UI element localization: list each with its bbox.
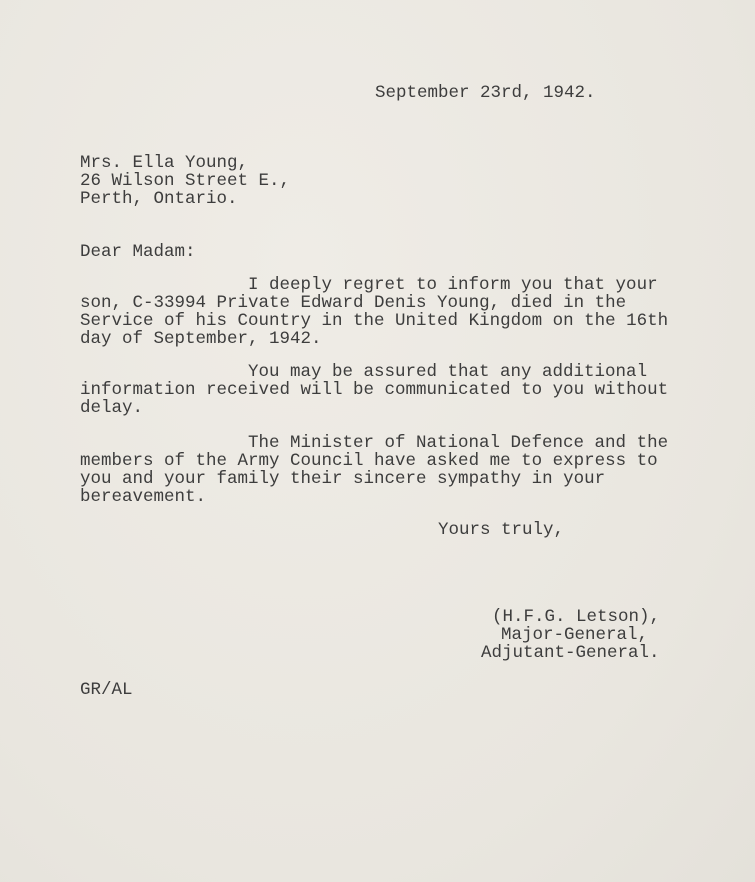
- paragraph-3-line: members of the Army Council have asked me to express to: [80, 451, 658, 471]
- letter-date: September 23rd, 1942.: [375, 83, 596, 103]
- closing: Yours truly,: [438, 520, 565, 540]
- paragraph-3-line: bereavement.: [80, 487, 207, 507]
- paragraph-3-line: you and your family their sincere sympathy in your: [80, 469, 606, 489]
- paragraph-1-line: Service of his Country in the United Kingdom on the 16th: [80, 311, 669, 331]
- signatory-name: (H.F.G. Letson),: [492, 607, 661, 627]
- paragraph-1-line: I deeply regret to inform you that your: [248, 275, 658, 295]
- paragraph-1-line: son, C-33994 Private Edward Denis Young, died in the: [80, 293, 627, 313]
- reference-initials: GR/AL: [80, 680, 133, 700]
- recipient-name: Mrs. Ella Young,: [80, 153, 249, 173]
- recipient-street: 26 Wilson Street E.,: [80, 171, 291, 191]
- signatory-title: Adjutant-General.: [481, 643, 660, 663]
- paragraph-1-line: day of September, 1942.: [80, 329, 322, 349]
- paragraph-2-line: You may be assured that any additional: [248, 362, 648, 382]
- salutation: Dear Madam:: [80, 242, 196, 262]
- signatory-rank: Major-General,: [501, 625, 649, 645]
- recipient-city: Perth, Ontario.: [80, 189, 238, 209]
- paragraph-2-line: information received will be communicated to you without: [80, 380, 669, 400]
- paragraph-3-line: The Minister of National Defence and the: [248, 433, 669, 453]
- paragraph-2-line: delay.: [80, 398, 144, 418]
